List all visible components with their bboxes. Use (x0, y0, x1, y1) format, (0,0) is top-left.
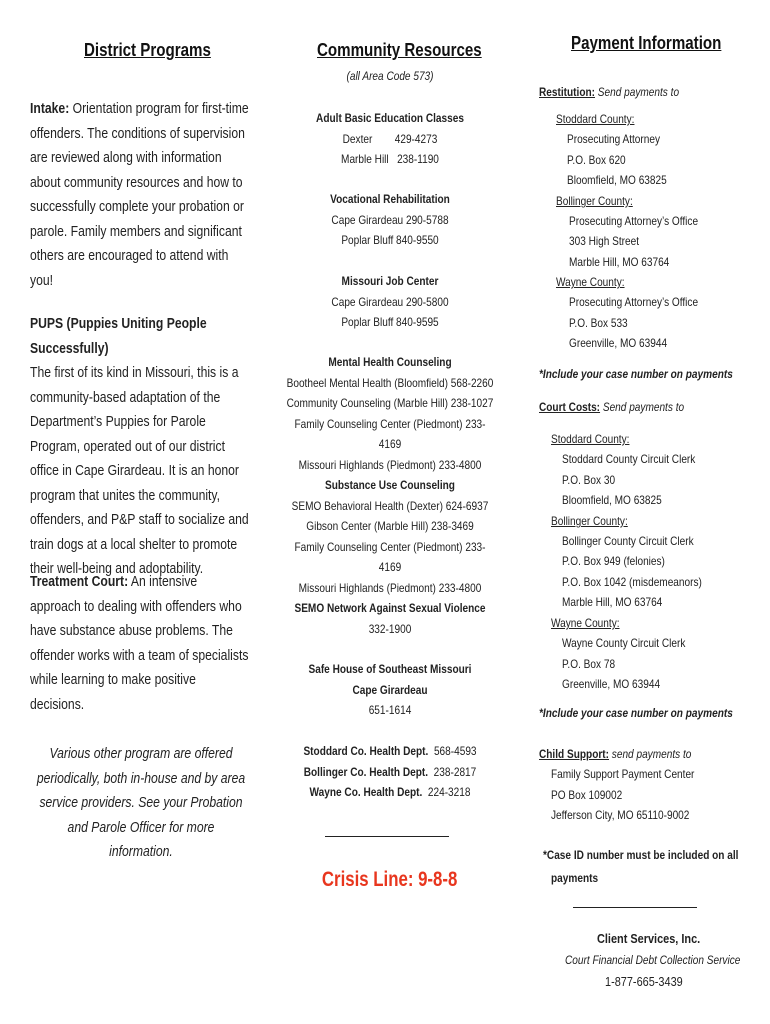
resource-line: Bootheel Mental Health (Bloomfield) 568-2260 (286, 375, 494, 390)
address-line: Greenville, MO 63944 (569, 336, 668, 350)
resource-line: Gibson Center (Marble Hill) 238-3469 (306, 519, 474, 533)
resource-line: Family Counseling Center (Piedmont) 233-4169 (294, 416, 486, 451)
pups-text: The first of its kind in Missouri, this is a community-based adaptation of the Department’s Puppies for Parole Program, operated out of our district office in Cape Girardeau. It is an honor program that unites the community, offenders, and P&P staff to socialize and train dogs at a local shelter to promote their well-being and adoptability. (30, 365, 249, 577)
address-line: P.O. Box 30 (562, 473, 616, 487)
resource-line: SEMO Behavioral Health (Dexter) 624-6937 (291, 498, 489, 513)
resource-heading-city: Cape Girardeau (352, 682, 428, 697)
court-costs-text: Send payments to (602, 400, 685, 414)
intake-paragraph (30, 97, 250, 293)
resource-semo-network (285, 598, 495, 639)
divider-line (573, 907, 697, 908)
court-wayne-county: Wayne County: (551, 616, 620, 630)
address-line: Marble Hill, MO 63764 (569, 255, 670, 269)
health-dept-row: Wayne Co. Health Dept. 224-3218 (309, 785, 471, 799)
resource-substance-use (285, 475, 495, 598)
court-bollinger-county: Bollinger County: (551, 514, 628, 528)
address-line: Wayne County Circuit Clerk (562, 636, 686, 650)
address-line: Stoddard County Circuit Clerk (562, 452, 696, 466)
address-line: P.O. Box 78 (562, 657, 616, 671)
child-support-label: Child Support: (539, 747, 609, 761)
address-line: 303 High Street (569, 234, 640, 248)
resource-adult-education (285, 108, 495, 170)
address-line: Greenville, MO 63944 (562, 677, 661, 691)
address-line: Prosecuting Attorney’s Office (569, 295, 699, 309)
resource-line: Marble Hill 238-1190 (341, 152, 439, 166)
health-dept-row: Bollinger Co. Health Dept. 238-2817 (303, 764, 477, 779)
address-line: Bollinger County Circuit Clerk (562, 534, 694, 548)
health-departments (285, 741, 495, 803)
restitution-label: Restitution: (539, 85, 595, 99)
address-line: Marble Hill, MO 63764 (562, 595, 663, 609)
resource-heading: Vocational Rehabilitation (330, 192, 450, 206)
address-line: P.O. Box 1042 (misdemeanors) (562, 575, 702, 589)
restitution-text: Send payments to (597, 85, 680, 99)
other-programs-note: Various other program are offered periodically, both in-house and by area service providers. See your Probation and Parole Officer for more information. (36, 746, 246, 860)
intake-label: Intake: (30, 101, 70, 117)
address-line: Family Support Payment Center (551, 767, 695, 781)
resource-line: 651-1614 (368, 703, 412, 717)
restitution-header (539, 82, 679, 103)
address-line: Jefferson City, MO 65110-9002 (551, 808, 690, 822)
case-id-note: *Case ID number must be included on all (543, 848, 739, 862)
resource-safe-house (285, 659, 495, 721)
resource-line: Community Counseling (Marble Hill) 238-1027 (286, 396, 494, 410)
restitution-wayne-county: Wayne County: (556, 275, 625, 289)
resource-line: Missouri Highlands (Piedmont) 233-4800 (298, 580, 482, 595)
resource-line: Poplar Bluff 840-9550 (341, 233, 439, 247)
address-line: Bloomfield, MO 63825 (567, 173, 667, 187)
resource-line: Missouri Highlands (Piedmont) 233-4800 (298, 457, 482, 472)
court-stoddard-county: Stoddard County: (551, 432, 630, 446)
pups-paragraph (30, 312, 250, 582)
crisis-line: Crisis Line: 9-8-8 (322, 868, 458, 891)
health-dept-row: Stoddard Co. Health Dept. 568-4593 (303, 744, 477, 758)
community-resources-title: Community Resources (317, 40, 482, 60)
resource-line: Cape Girardeau 290-5800 (331, 294, 449, 309)
resource-line: Dexter 429-4273 (342, 131, 438, 146)
divider-line (325, 836, 449, 837)
client-services-name: Client Services, Inc. (597, 931, 701, 946)
area-code-note: (all Area Code 573) (346, 69, 434, 83)
resource-heading: SEMO Network Against Sexual Violence (294, 601, 486, 615)
resource-mental-health (285, 352, 495, 475)
treatment-court-text: An intensive approach to dealing with offenders who have substance abuse problems. The offender works with a team of specialists while learning to make positive decisions. (30, 574, 249, 713)
intake-text: Orientation program for first-time offenders. The conditions of supervision are reviewed along with information about community resources and how to successfully complete your probation or parole. Family members and significant others are encouraged to attend with you! (30, 101, 249, 289)
resource-heading: Adult Basic Education Classes (316, 111, 464, 125)
address-line: Bloomfield, MO 63825 (562, 493, 662, 507)
client-services-phone: 1-877-665-3439 (605, 974, 683, 989)
child-support-text: send payments to (611, 747, 692, 761)
address-line: Prosecuting Attorney (567, 132, 661, 146)
pups-label: PUPS (Puppies Uniting People Successfully) (30, 316, 207, 357)
resource-heading: Safe House of Southeast Missouri (308, 662, 472, 676)
address-line: P.O. Box 620 (567, 153, 626, 167)
address-line: Prosecuting Attorney’s Office (569, 214, 699, 228)
resource-heading: Missouri Job Center (341, 274, 439, 288)
resource-line: Cape Girardeau 290-5788 (331, 212, 449, 227)
court-costs-label: Court Costs: (539, 400, 601, 414)
child-support-header (539, 744, 691, 765)
resource-line: Family Counseling Center (Piedmont) 233-4169 (294, 539, 486, 574)
payment-information-title: Payment Information (571, 33, 722, 53)
client-services-description: Court Financial Debt Collection Service (565, 953, 741, 967)
treatment-court-label: Treatment Court: (30, 574, 129, 590)
resource-job-center (285, 271, 495, 333)
district-programs-title: District Programs (84, 40, 211, 60)
resource-vocational-rehab (285, 189, 495, 251)
restitution-stoddard-county: Stoddard County: (556, 112, 635, 126)
address-line: PO Box 109002 (551, 788, 623, 802)
case-number-note: *Include your case number on payments (539, 367, 733, 381)
restitution-bollinger-county: Bollinger County: (556, 194, 633, 208)
case-number-note: *Include your case number on payments (539, 706, 733, 720)
resource-heading: Substance Use Counseling (325, 478, 455, 492)
treatment-court-paragraph (30, 570, 250, 717)
address-line: P.O. Box 533 (569, 316, 628, 330)
resource-line: Poplar Bluff 840-9595 (341, 315, 439, 329)
case-id-note-continued: payments (551, 871, 599, 885)
resource-line: 332-1900 (368, 621, 412, 636)
court-costs-header (539, 397, 684, 418)
resource-heading: Mental Health Counseling (328, 355, 452, 369)
address-line: P.O. Box 949 (felonies) (562, 554, 665, 568)
